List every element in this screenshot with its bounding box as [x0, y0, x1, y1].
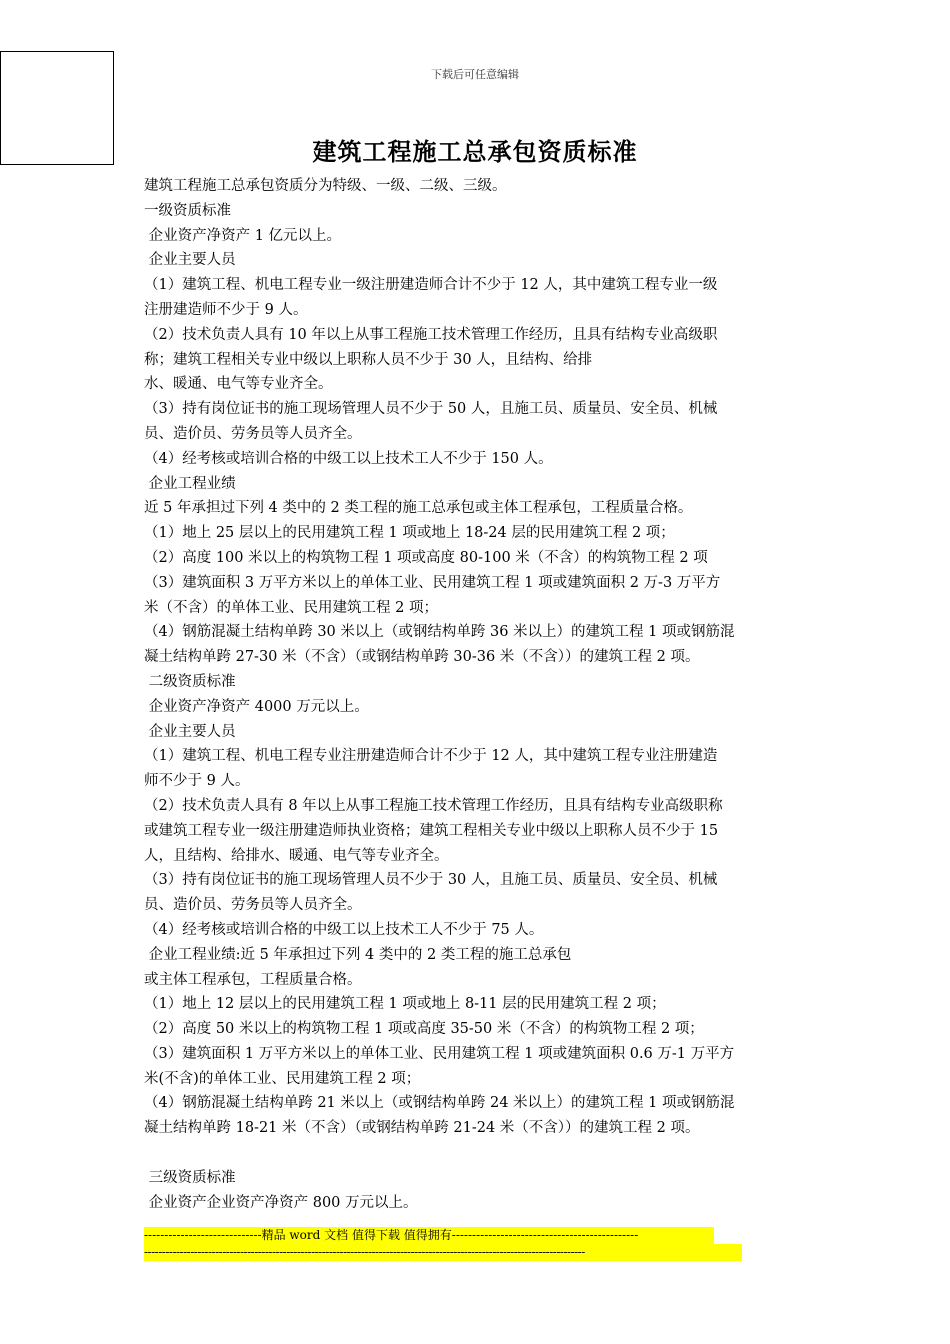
body-line: 员、造价员、劳务员等人员齐全。 [144, 897, 362, 914]
body-line: （2）高度 50 米以上的构筑物工程 1 项或高度 35-50 米（不含）的构筑物工程 2 项； [144, 1021, 704, 1038]
body-line: （3）持有岗位证书的施工现场管理人员不少于 30 人，且施工员、质量员、安全员、机械 [144, 872, 718, 889]
body-line: 米(不含)的单体工业、民用建筑工程 2 项； [144, 1070, 421, 1087]
body-line: 或建筑工程专业一级注册建造师执业资格；建筑工程相关专业中级以上职称人员不少于 15 [144, 822, 719, 839]
body-line: 凝土结构单跨 18-21 米（不含）（或钢结构单跨 21-24 米（不含））的建筑工程 2 项。 [144, 1120, 700, 1137]
body-line: （4）经考核或培训合格的中级工以上技术工人不少于 150 人。 [144, 450, 553, 467]
body-line: 水、暖通、电气等专业齐全。 [144, 376, 333, 393]
body-line: 米（不含）的单体工业、民用建筑工程 2 项； [144, 599, 438, 616]
body-line: 企业资产企业资产净资产 800 万元以上。 [144, 1194, 418, 1211]
body-line: （3）持有岗位证书的施工现场管理人员不少于 50 人，且施工员、质量员、安全员、机械 [144, 401, 718, 418]
body-line: 人，且结构、给排水、暖通、电气等专业齐全。 [144, 847, 449, 864]
body-line: 二级资质标准 [144, 673, 236, 690]
footer-line-2: ---------------------------------------------------------------------------------------------------------------------------- [144, 1244, 742, 1261]
footer-banner [144, 1227, 744, 1261]
body-line: （2）高度 100 米以上的构筑物工程 1 项或高度 80-100 米（不含）的构筑物工程 2 项 [144, 549, 708, 566]
body-line: （3）建筑面积 1 万平方米以上的单体工业、民用建筑工程 1 项或建筑面积 0.6 万-1 万平方 [144, 1045, 735, 1062]
body-line: 或主体工程承包，工程质量合格。 [144, 971, 362, 988]
body-line: （1）地上 25 层以上的民用建筑工程 1 项或地上 18-24 层的民用建筑工程 2 项； [144, 525, 675, 542]
body-line: 员、造价员、劳务员等人员齐全。 [144, 425, 362, 442]
body-line: 企业资产净资产 1 亿元以上。 [144, 227, 342, 244]
body-line: 称；建筑工程相关专业中级以上职称人员不少于 30 人，且结构、给排 [144, 351, 593, 368]
body-line: 企业资产净资产 4000 万元以上。 [144, 698, 369, 715]
body-line: （4）经考核或培训合格的中级工以上技术工人不少于 75 人。 [144, 921, 544, 938]
body-line: （4）钢筋混凝土结构单跨 30 米以上（或钢结构单跨 36 米以上）的建筑工程 1 项或钢筋混 [144, 624, 735, 641]
body-line: 近 5 年承担过下列 4 类中的 2 类工程的施工总承包或主体工程承包，工程质量合格。 [144, 500, 693, 517]
body-line: 企业工程业绩 [144, 475, 236, 492]
header-note: 下载后可任意编辑 [431, 68, 519, 81]
body-line: 师不少于 9 人。 [144, 773, 250, 790]
body-line: 一级资质标准 [144, 202, 231, 219]
body-line: （1）建筑工程、机电工程专业注册建造师合计不少于 12 人，其中建筑工程专业注册建造 [144, 748, 718, 765]
body-line: （2）技术负责人具有 10 年以上从事工程施工技术管理工作经历，且具有结构专业高级职 [144, 326, 718, 343]
body-line: （2）技术负责人具有 8 年以上从事工程施工技术管理工作经历，且具有结构专业高级职称 [144, 797, 723, 814]
body-line: （1）建筑工程、机电工程专业一级注册建造师合计不少于 12 人，其中建筑工程专业一级 [144, 277, 718, 294]
body-line: 凝土结构单跨 27-30 米（不含）（或钢结构单跨 30-36 米（不含））的建筑工程 2 项。 [144, 649, 700, 666]
body-line [144, 1141, 810, 1166]
document-title: 建筑工程施工总承包资质标准 [312, 137, 638, 166]
body-line: （1）地上 12 层以上的民用建筑工程 1 项或地上 8-11 层的民用建筑工程 2 项； [144, 996, 666, 1013]
body-line: 企业主要人员 [144, 252, 236, 269]
body-line: （3）建筑面积 3 万平方米以上的单体工业、民用建筑工程 1 项或建筑面积 2 万-3 万平方 [144, 574, 721, 591]
body-line: 企业主要人员 [144, 723, 236, 740]
body-line: 建筑工程施工总承包资质分为特级、一级、二级、三级。 [144, 178, 507, 194]
body-line: 注册建造师不少于 9 人。 [144, 301, 308, 318]
body-line: （4）钢筋混凝土结构单跨 21 米以上（或钢结构单跨 24 米以上）的建筑工程 1 项或钢筋混 [144, 1095, 735, 1112]
document-body [144, 174, 810, 1215]
body-line: 企业工程业绩:近 5 年承担过下列 4 类中的 2 类工程的施工总承包 [144, 946, 572, 963]
body-line: 三级资质标准 [144, 1169, 236, 1186]
footer-line-1: -----------------------------精品 word 文档 值得下载 值得拥有---------------------------------------------- [144, 1227, 714, 1244]
